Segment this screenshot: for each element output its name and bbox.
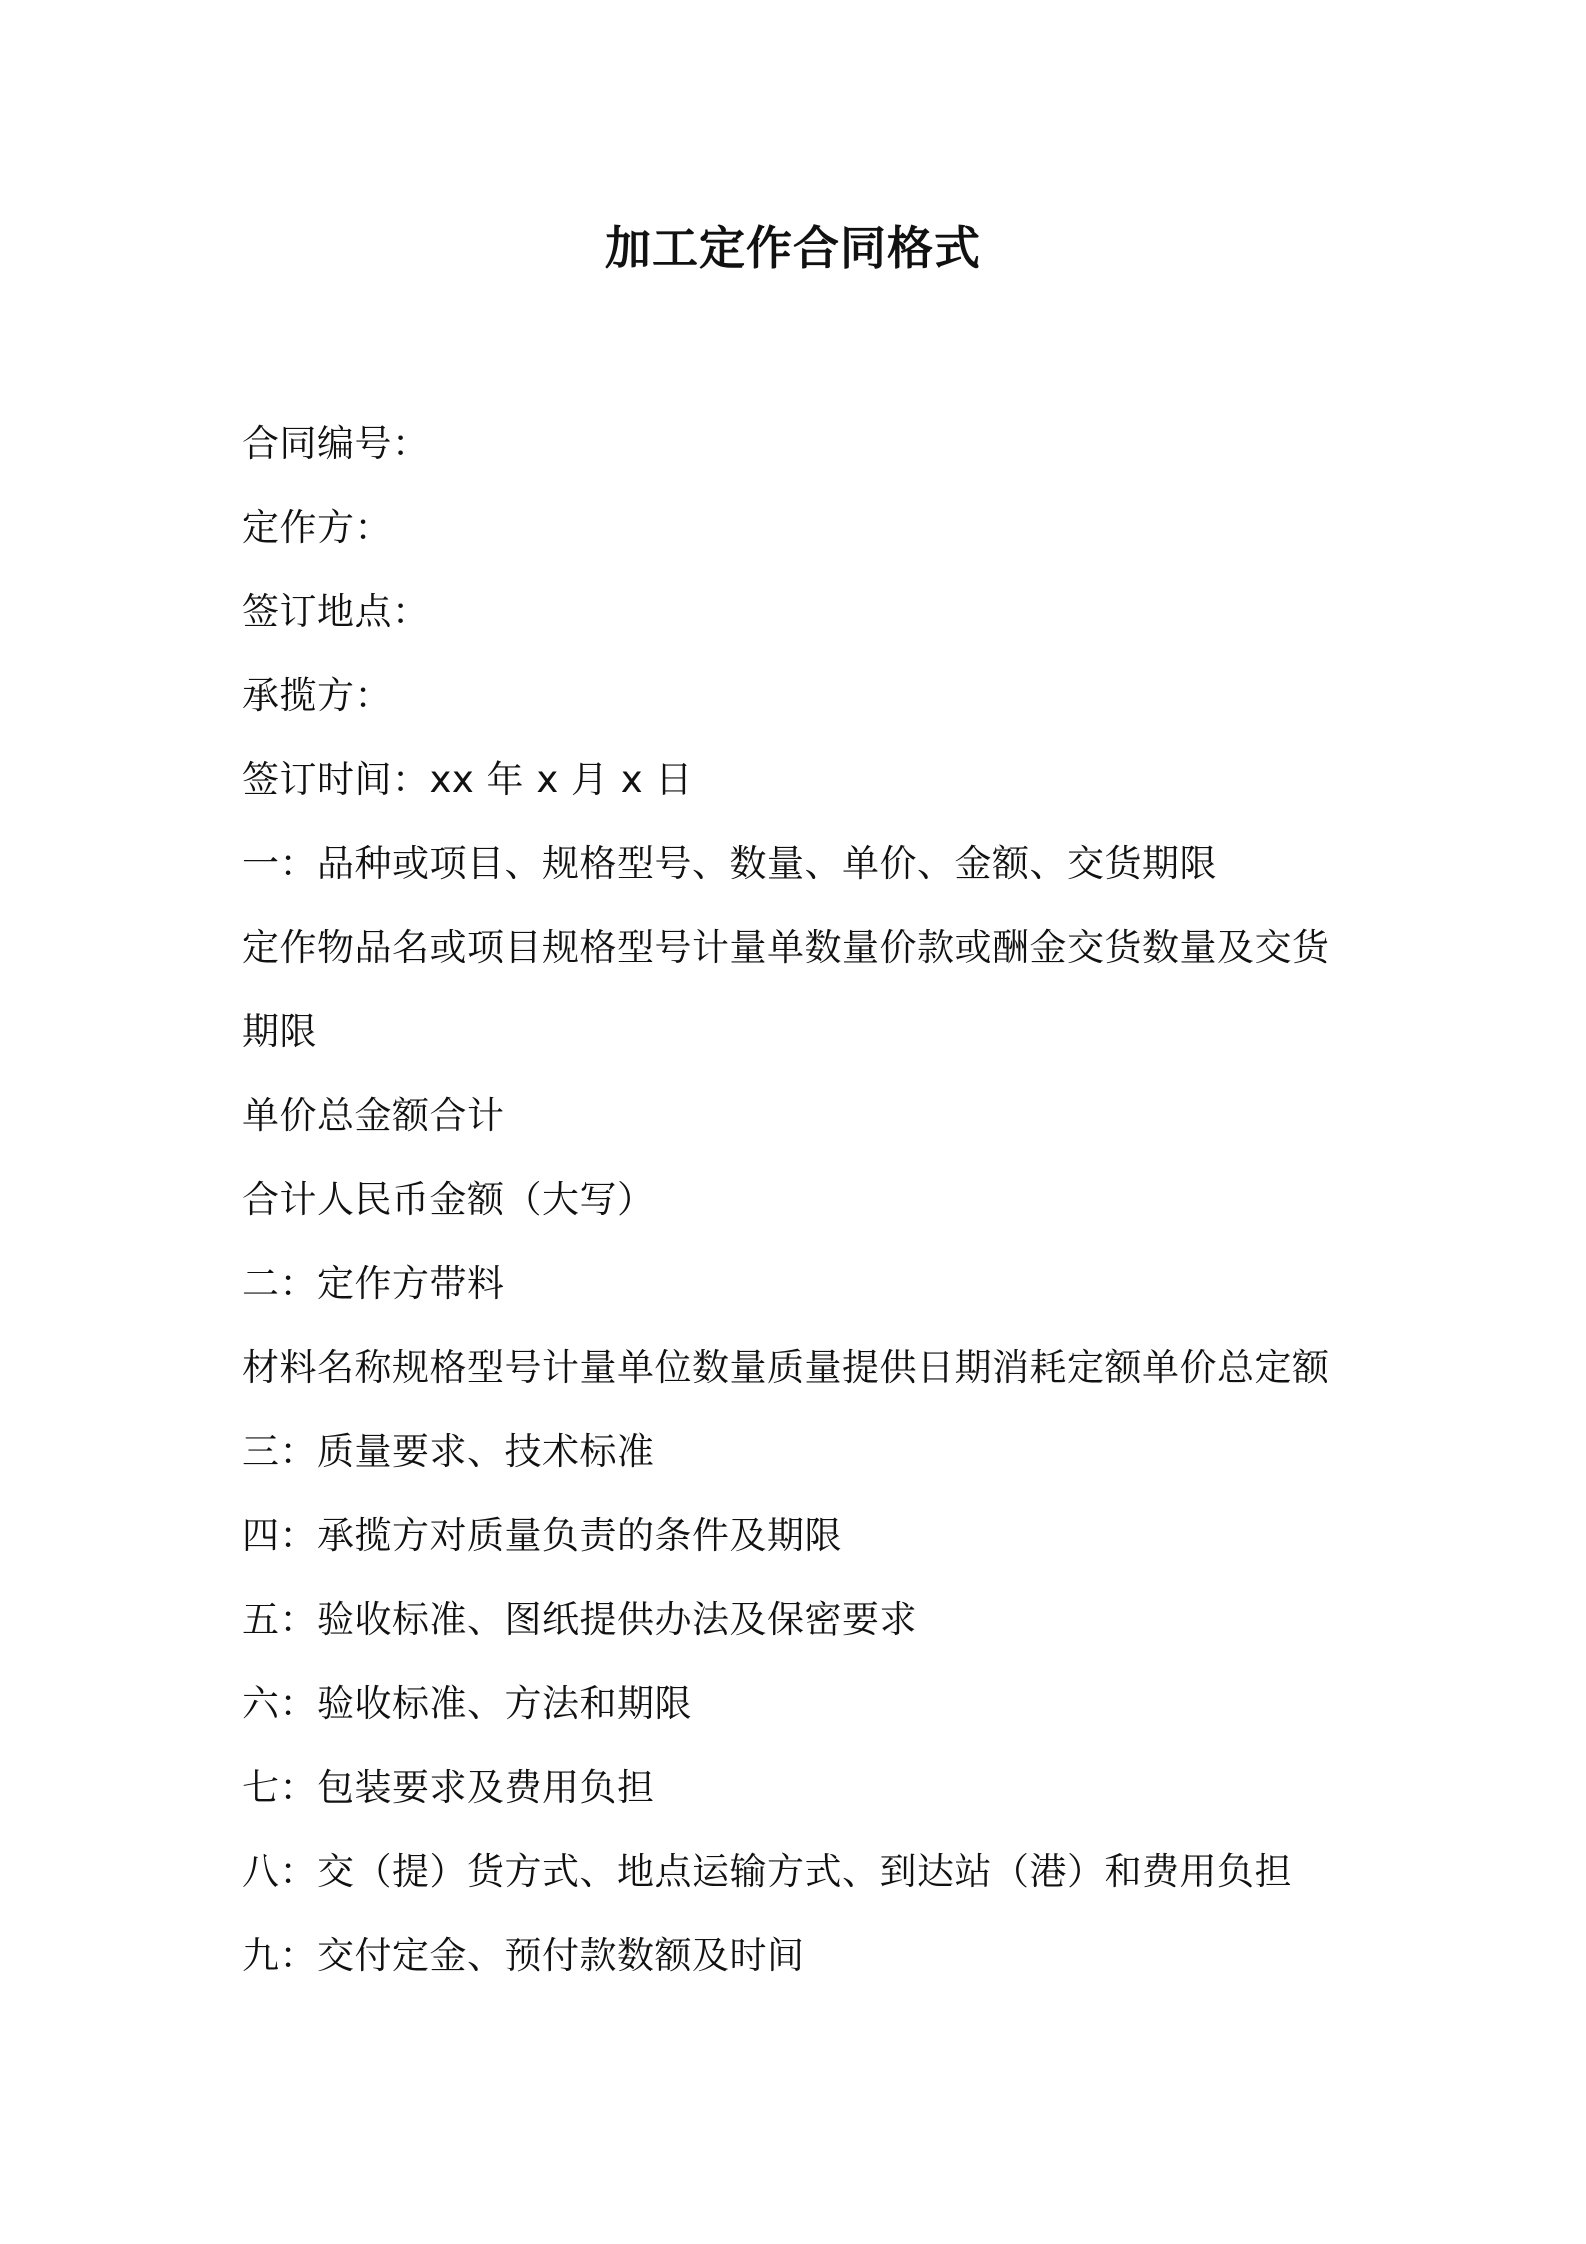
contract-number-line: 合同编号： <box>242 422 430 465</box>
document-body <box>242 402 1352 1998</box>
section-1-columns-continued: 期限 <box>242 1010 317 1053</box>
signing-place-line: 签订地点： <box>242 590 430 633</box>
document-title: 加工定作合同格式 <box>605 221 981 275</box>
section-3-heading: 三：质量要求、技术标准 <box>242 1430 655 1473</box>
section-9-heading: 九：交付定金、预付款数额及时间 <box>242 1934 805 1977</box>
section-1-columns: 定作物品名或项目规格型号计量单数量价款或酬金交货数量及交货 <box>242 926 1330 969</box>
section-1-heading: 一：品种或项目、规格型号、数量、单价、金额、交货期限 <box>242 842 1217 885</box>
section-5-heading: 五：验收标准、图纸提供办法及保密要求 <box>242 1598 917 1641</box>
section-8-heading: 八：交（提）货方式、地点运输方式、到达站（港）和费用负担 <box>242 1850 1292 1893</box>
section-6-heading: 六：验收标准、方法和期限 <box>242 1682 692 1725</box>
contractor-line: 承揽方： <box>242 674 392 717</box>
section-1-total-line: 单价总金额合计 <box>242 1094 505 1137</box>
section-2-heading: 二：定作方带料 <box>242 1262 505 1305</box>
section-4-heading: 四：承揽方对质量负责的条件及期限 <box>242 1514 842 1557</box>
section-1-total-rmb-line: 合计人民币金额（大写） <box>242 1178 655 1221</box>
section-2-columns: 材料名称规格型号计量单位数量质量提供日期消耗定额单价总定额 <box>242 1346 1330 1389</box>
signing-date-line: 签订时间：xx 年 x 月 x 日 <box>242 758 693 801</box>
ordering-party-line: 定作方： <box>242 506 392 549</box>
section-7-heading: 七：包装要求及费用负担 <box>242 1766 655 1809</box>
